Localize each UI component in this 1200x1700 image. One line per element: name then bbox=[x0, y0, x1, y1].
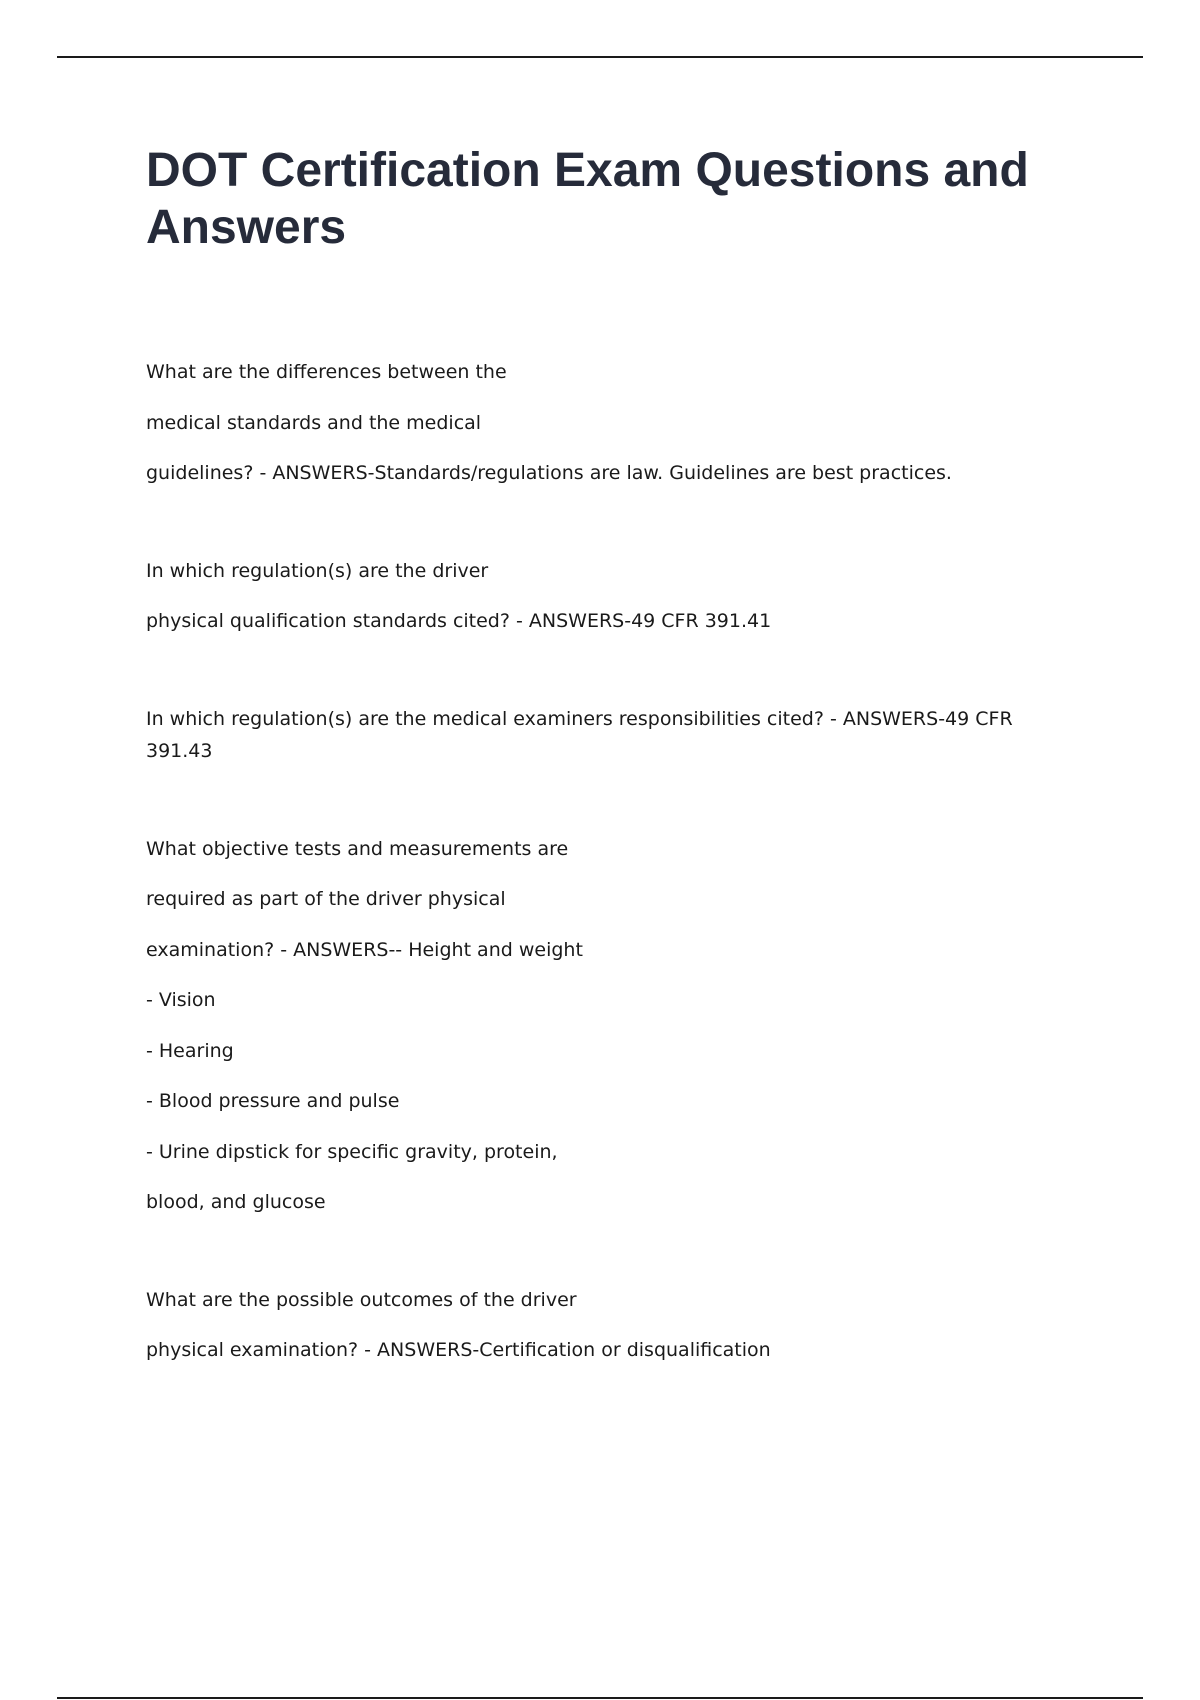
spacer bbox=[146, 656, 1066, 703]
qa-item bbox=[146, 703, 1066, 767]
text-line: required as part of the driver physical bbox=[146, 888, 506, 910]
list-item: - Vision bbox=[146, 989, 216, 1011]
top-rule bbox=[57, 56, 1143, 58]
qa-item bbox=[146, 1284, 1066, 1367]
text-line: examination? - ANSWERS-- Height and weight bbox=[146, 938, 583, 961]
text-line: What are the differences between the bbox=[146, 361, 507, 383]
list-item: - Hearing bbox=[146, 1039, 234, 1062]
text-line: physical examination? - ANSWERS-Certification or disqualification bbox=[146, 1339, 771, 1361]
text-line: What objective tests and measurements are bbox=[146, 837, 569, 860]
spacer bbox=[146, 767, 1066, 833]
text-line: guidelines? - ANSWERS-Standards/regulations are law. Guidelines are best practices. bbox=[146, 462, 952, 484]
list-item: - Urine dipstick for specific gravity, protein, bbox=[146, 1140, 558, 1163]
text-line: What are the possible outcomes of the driver bbox=[146, 1288, 577, 1311]
text-line: In which regulation(s) are the driver bbox=[146, 559, 489, 582]
spacer bbox=[146, 508, 1066, 555]
spacer bbox=[146, 1237, 1066, 1284]
text-line: blood, and glucose bbox=[146, 1191, 326, 1213]
document-title: DOT Certification Exam Questions and Answers bbox=[146, 144, 1029, 254]
qa-item bbox=[146, 356, 1066, 489]
list-item: - Blood pressure and pulse bbox=[146, 1090, 400, 1112]
text-line: medical standards and the medical bbox=[146, 411, 482, 434]
text-line: physical qualification standards cited? - ANSWERS-49 CFR 391.41 bbox=[146, 610, 772, 632]
text-paragraph: In which regulation(s) are the medical examiners responsibilities cited? - ANSWERS-49 CFR 391.43 bbox=[146, 707, 1013, 762]
bottom-rule bbox=[57, 1697, 1143, 1699]
document-body bbox=[146, 356, 1066, 1385]
qa-item bbox=[146, 555, 1066, 638]
qa-item bbox=[146, 833, 1066, 1219]
